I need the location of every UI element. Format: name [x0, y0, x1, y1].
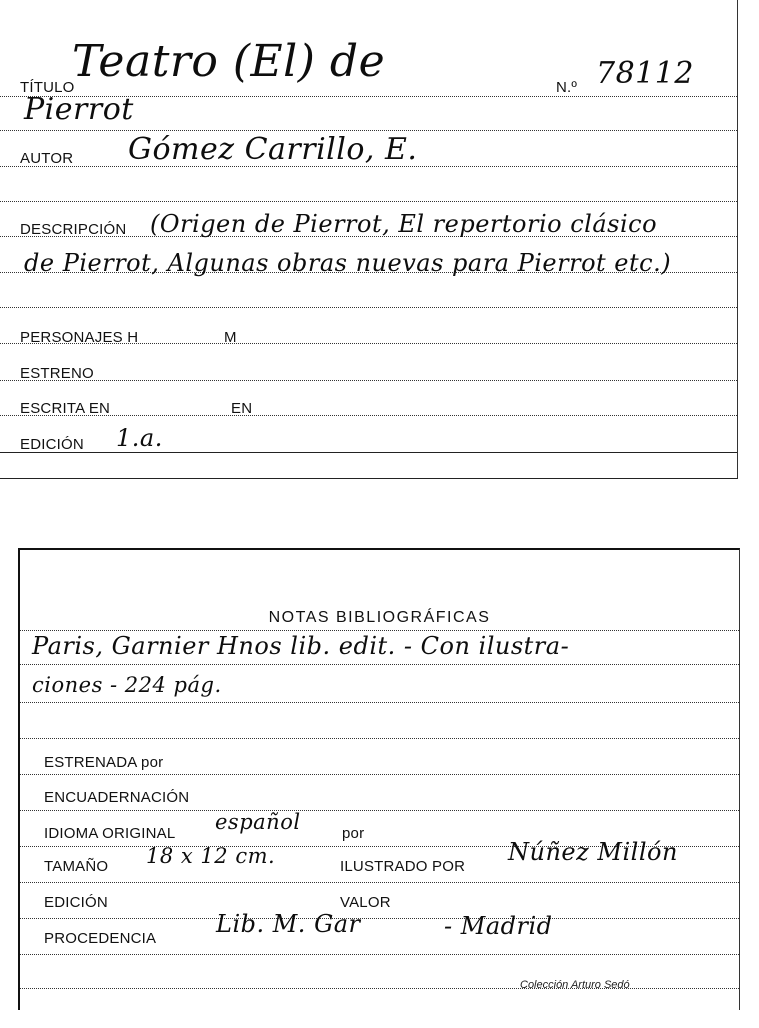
tamano-value: 18 x 12 cm. — [146, 844, 276, 868]
titulo-value-continued: Pierrot — [24, 92, 134, 127]
edicion-value: 1.a. — [116, 424, 163, 452]
personajes-label: PERSONAJES H — [20, 329, 139, 346]
estreno-label: ESTRENO — [20, 365, 94, 382]
idioma-por-label: por — [342, 825, 365, 842]
rule-line — [0, 415, 737, 416]
escrita-en-label: EN — [231, 400, 253, 417]
notas-heading: NOTAS BIBLIOGRÁFICAS — [268, 609, 491, 626]
rule-line — [20, 988, 739, 989]
procedencia-value-continued: - Madrid — [444, 912, 553, 940]
notas-value-continued: ciones - 224 pág. — [32, 673, 222, 697]
rule-line — [0, 130, 737, 131]
edicion-label: EDICIÓN — [20, 436, 84, 453]
autor-label: AUTOR — [20, 150, 74, 167]
escrita-label: ESCRITA EN — [20, 400, 111, 417]
numero-value: 78112 — [596, 56, 694, 91]
collection-footer: Colección Arturo Sedó — [520, 979, 630, 991]
rule-line — [20, 954, 739, 955]
rule-line — [0, 307, 737, 308]
personajes-m-label: M — [224, 329, 237, 346]
rule-line — [20, 702, 739, 703]
tamano-label: TAMAÑO — [44, 858, 109, 875]
rule-line — [20, 810, 739, 811]
autor-value: Gómez Carrillo, E. — [128, 132, 418, 167]
catalog-card-front — [0, 0, 738, 479]
titulo-value: Teatro (El) de — [72, 36, 386, 87]
rule-line — [0, 380, 737, 381]
rule-line — [20, 738, 739, 739]
procedencia-value: Lib. M. Gar — [216, 910, 361, 938]
numero-label: N.º — [556, 79, 578, 96]
rule-line — [20, 918, 739, 919]
descripcion-value: (Origen de Pierrot, El repertorio clásico — [150, 210, 658, 238]
valor-label: VALOR — [340, 894, 391, 911]
rule-line — [0, 452, 737, 453]
rule-line — [0, 201, 737, 202]
procedencia-label: PROCEDENCIA — [44, 930, 157, 947]
descripcion-label: DESCRIPCIÓN — [20, 221, 127, 238]
catalog-card-back — [18, 548, 740, 1010]
descripcion-value-continued: de Pierrot, Algunas obras nuevas para Pierrot etc.) — [24, 249, 672, 277]
ilustrado-value: Núñez Millón — [508, 838, 678, 866]
titulo-label: TÍTULO — [20, 79, 75, 96]
rule-line — [20, 630, 739, 631]
edicion-label: EDICIÓN — [44, 894, 108, 911]
idioma-label: IDIOMA ORIGINAL — [44, 825, 176, 842]
ilustrado-label: ILUSTRADO POR — [340, 858, 466, 875]
encuadernacion-label: ENCUADERNACIÓN — [44, 789, 190, 806]
estrenada-label: ESTRENADA por — [44, 754, 164, 771]
rule-line — [20, 882, 739, 883]
rule-line — [20, 774, 739, 775]
notas-value: Paris, Garnier Hnos lib. edit. - Con ilustra- — [32, 632, 570, 660]
idioma-value: español — [215, 810, 301, 834]
rule-line — [20, 664, 739, 665]
